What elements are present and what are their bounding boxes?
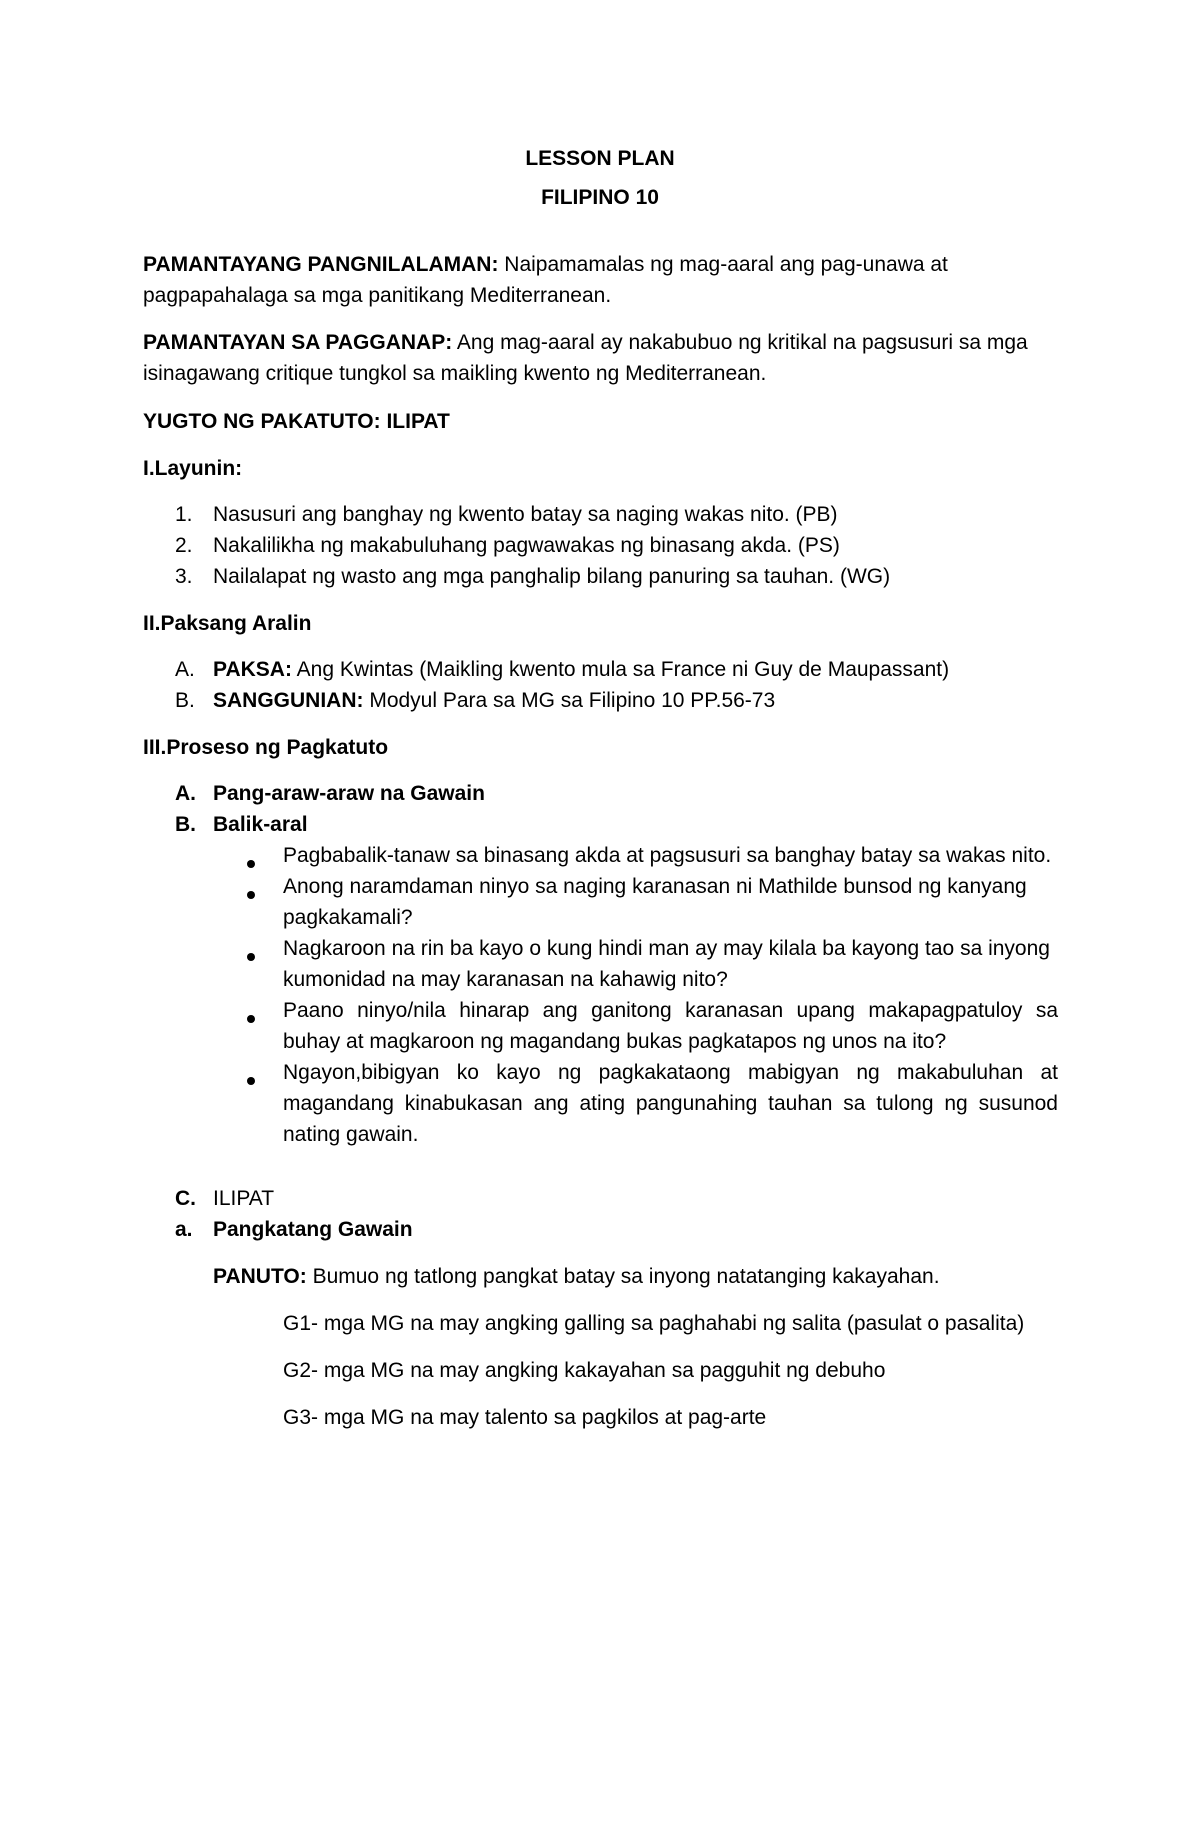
group-item: G3- mga MG na may talento sa pagkilos at pag-arte <box>283 1406 767 1429</box>
balik-aral-item: Paano ninyo/nila hinarap ang ganitong karanasan upang makapagpatuloy sa <box>283 999 1058 1022</box>
sanggunian-letter: B. <box>175 689 195 712</box>
proseso-c-letter: C. <box>175 1187 196 1210</box>
proseso-b-letter: B. <box>175 813 196 836</box>
pamantayan-sa-pagganap-label: PAMANTAYAN SA PAGGANAP: <box>143 331 453 354</box>
bullet-icon <box>247 1015 255 1023</box>
pamantayan-sa-pagganap <box>143 330 1028 356</box>
balik-aral-item-cont: kumonidad na may karanasan na kahawig nito? <box>283 968 728 991</box>
panuto-label: PANUTO: <box>213 1265 307 1288</box>
layunin-item: Nailalapat ng wasto ang mga panghalip bilang panuring sa tauhan. (WG) <box>213 565 891 588</box>
layunin-number: 3. <box>175 565 193 588</box>
layunin-number: 1. <box>175 503 193 526</box>
pamantayan-sa-pagganap-cont: isinagawang critique tungkol sa maikling kwento ng Mediterranean. <box>143 362 767 385</box>
pamantayang-pangnilalaman-label: PAMANTAYANG PANGNILALAMAN: <box>143 253 499 276</box>
group-item: G2- mga MG na may angking kakayahan sa pagguhit ng debuho <box>283 1359 886 1382</box>
layunin-item: Nakalilikha ng makabuluhang pagwawakas ng binasang akda. (PS) <box>213 534 840 557</box>
proseso-c-text: ILIPAT <box>213 1187 275 1210</box>
proseso-b-text: Balik-aral <box>213 813 308 836</box>
document-subtitle: FILIPINO 10 <box>541 186 659 209</box>
bullet-icon <box>247 953 255 961</box>
paksa-letter: A. <box>175 658 195 681</box>
balik-aral-item-cont: nating gawain. <box>283 1123 419 1146</box>
balik-aral-item: Nagkaroon na rin ba kayo o kung hindi man ay may kilala ba kayong tao sa inyong <box>283 937 1050 960</box>
balik-aral-item-cont: magandang kinabukasan ang ating pangunahing tauhan sa tulong ng susunod <box>283 1092 1058 1115</box>
balik-aral-item-cont: pagkakamali? <box>283 906 413 929</box>
balik-aral-item-cont: buhay at magkaroon ng magandang bukas pagkatapos ng unos na ito? <box>283 1030 947 1053</box>
bullet-icon <box>247 860 255 868</box>
sanggunian-text: Modyul Para sa MG sa Filipino 10 PP.56-73 <box>363 689 776 712</box>
paksa-text: Ang Kwintas (Maikling kwento mula sa France ni Guy de Maupassant) <box>291 658 950 681</box>
proseso-heading: III.Proseso ng Pagkatuto <box>143 736 389 759</box>
pangkatang-gawain-heading: Pangkatang Gawain <box>213 1218 413 1241</box>
bullet-icon <box>247 1077 255 1085</box>
document-title: LESSON PLAN <box>525 147 675 170</box>
paksa-item <box>213 657 949 683</box>
panuto-text: Bumuo ng tatlong pangkat batay sa inyong natatanging kakayahan. <box>306 1265 940 1288</box>
sanggunian-label: SANGGUNIAN: <box>213 689 364 712</box>
proseso-a-text: Pang-araw-araw na Gawain <box>213 782 485 805</box>
group-item: G1- mga MG na may angking galling sa paghahabi ng salita (pasulat o pasalita) <box>283 1312 1025 1335</box>
pamantayan-sa-pagganap-text: Ang mag-aaral ay nakabubuo ng kritikal na pagsusuri sa mga <box>452 331 1028 354</box>
panuto <box>213 1264 940 1290</box>
paksang-aralin-heading: II.Paksang Aralin <box>143 612 312 635</box>
sub-letter: a. <box>175 1218 193 1241</box>
layunin-number: 2. <box>175 534 193 557</box>
proseso-a-letter: A. <box>175 782 196 805</box>
pamantayang-pangnilalaman-text: Naipamamalas ng mag-aaral ang pag-unawa at <box>498 253 948 276</box>
balik-aral-item: Anong naramdaman ninyo sa naging karanasan ni Mathilde bunsod ng kanyang <box>283 875 1027 898</box>
sanggunian-item <box>213 688 775 714</box>
pamantayang-pangnilalaman <box>143 252 948 278</box>
paksa-label: PAKSA: <box>213 658 292 681</box>
yugto-heading: YUGTO NG PAKATUTO: ILIPAT <box>143 410 450 433</box>
pamantayang-pangnilalaman-cont: pagpapahalaga sa mga panitikang Mediterranean. <box>143 284 612 307</box>
balik-aral-item: Ngayon,bibigyan ko kayo ng pagkakataong mabigyan ng makabuluhan at <box>283 1061 1058 1084</box>
bullet-icon <box>247 891 255 899</box>
balik-aral-item: Pagbabalik-tanaw sa binasang akda at pagsusuri sa banghay batay sa wakas nito. <box>283 844 1052 867</box>
layunin-heading: I.Layunin: <box>143 457 243 480</box>
layunin-item: Nasusuri ang banghay ng kwento batay sa naging wakas nito. (PB) <box>213 503 838 526</box>
